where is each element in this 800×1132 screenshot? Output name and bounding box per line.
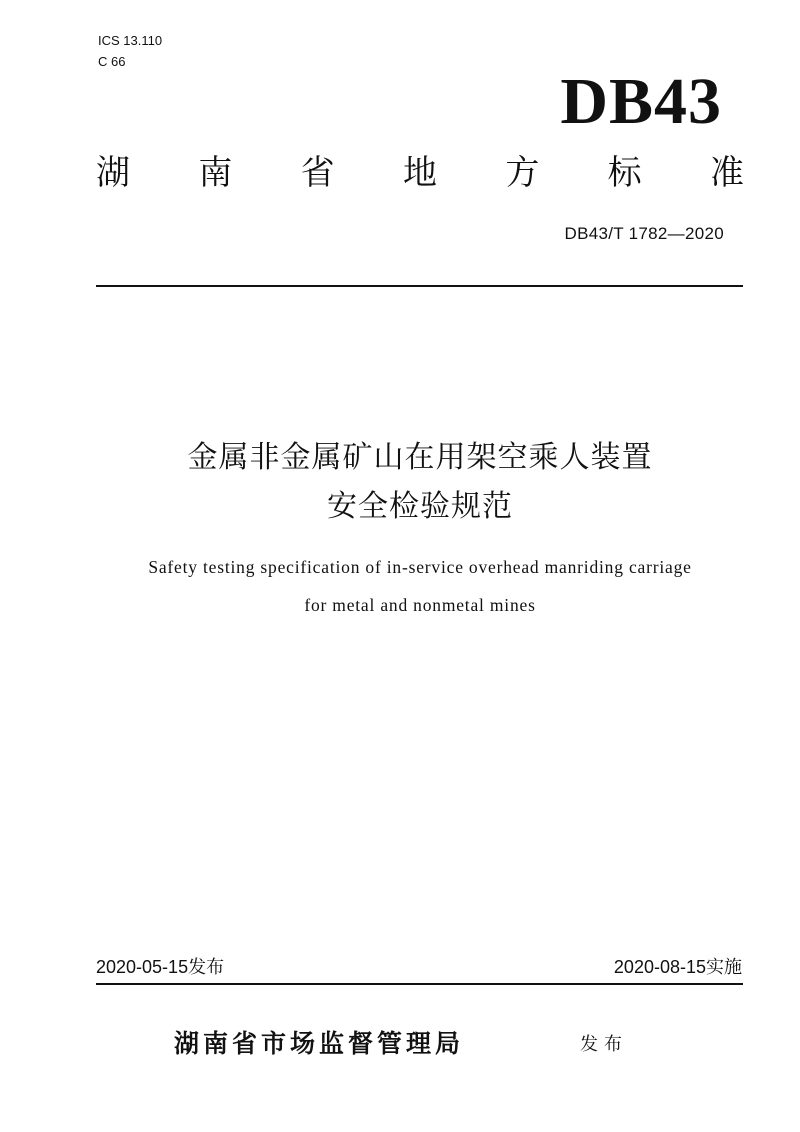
publication-date: 2020-05-15发布 bbox=[96, 957, 225, 977]
english-title-line-1: Safety testing specification of in-service overhead manriding carriage bbox=[148, 557, 692, 577]
ccs-code: C 66 bbox=[98, 54, 126, 69]
ics-code: ICS 13.110 bbox=[98, 33, 163, 48]
top-divider bbox=[96, 285, 743, 287]
issuing-authority: 湖南省市场监督管理局 bbox=[174, 1029, 465, 1058]
standard-type-heading bbox=[96, 150, 744, 196]
standard-type-char: 方 bbox=[505, 153, 540, 193]
chinese-title-line-1: 金属非金属矿山在用架空乘人装置 bbox=[187, 440, 653, 475]
standard-code: DB43 bbox=[560, 65, 722, 138]
bottom-divider bbox=[96, 983, 743, 985]
implementation-date: 2020-08-15实施 bbox=[613, 957, 742, 977]
chinese-title-line-2: 安全检验规范 bbox=[327, 489, 513, 524]
standard-type-char: 湖 bbox=[96, 153, 130, 193]
standard-number: DB43/T 1782—2020 bbox=[564, 224, 724, 243]
standard-type-char: 南 bbox=[198, 153, 233, 193]
standard-type-char: 省 bbox=[300, 153, 335, 193]
issue-label: 发布 bbox=[580, 1034, 628, 1055]
standard-type-char: 标 bbox=[607, 153, 642, 193]
standard-type-char: 准 bbox=[709, 153, 744, 193]
english-title-line-2: for metal and nonmetal mines bbox=[304, 595, 536, 615]
standard-type-char: 地 bbox=[402, 153, 437, 193]
